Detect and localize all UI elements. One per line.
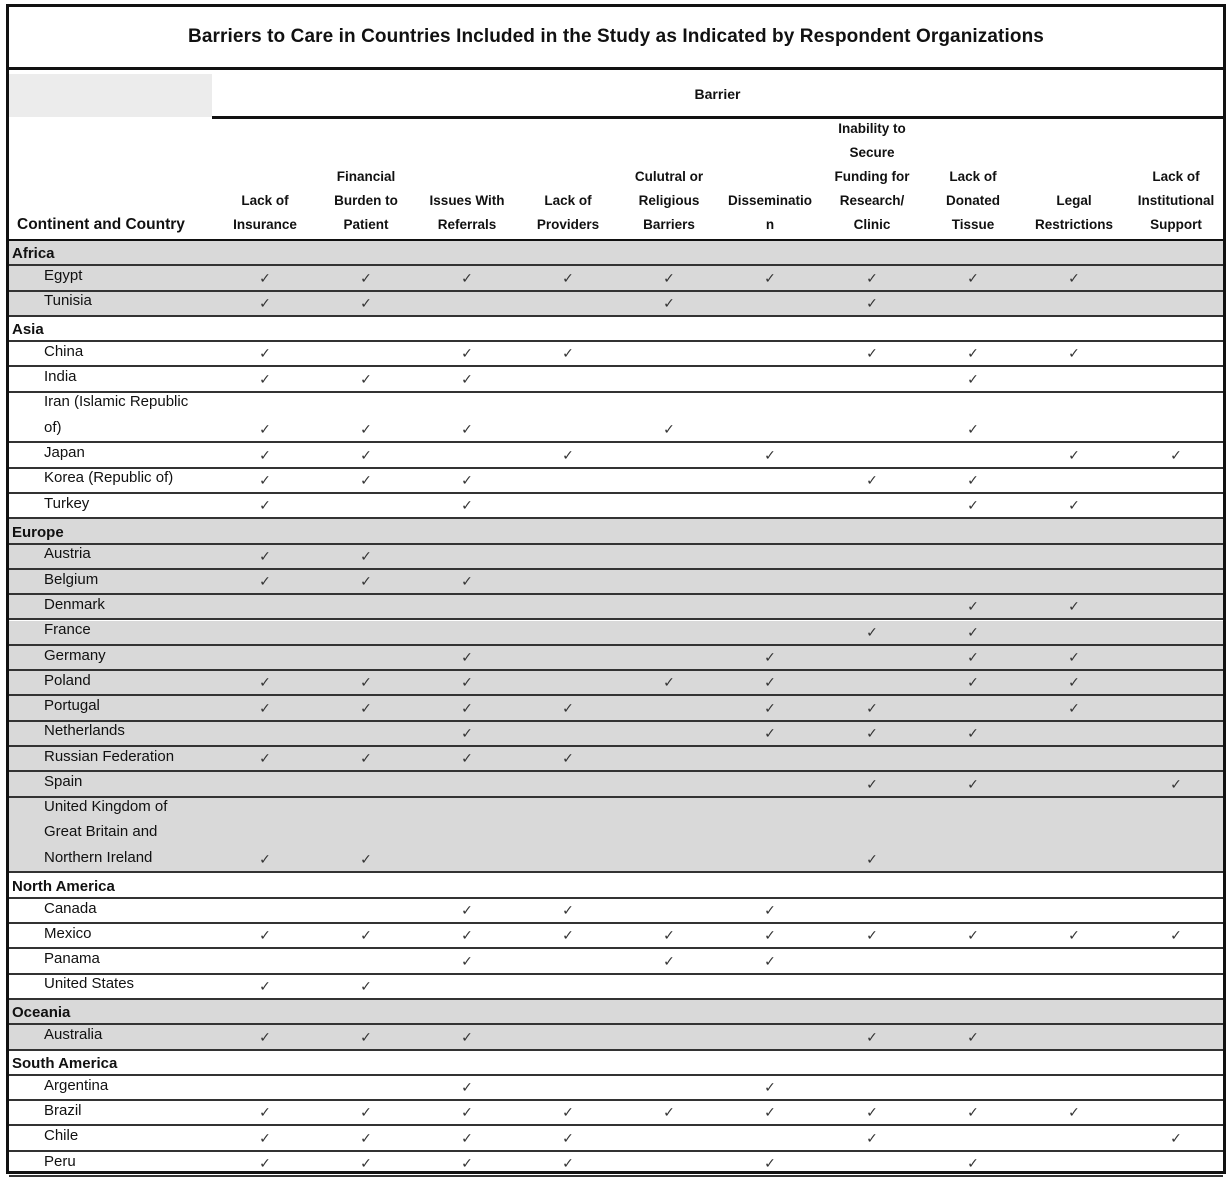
check-mark-icon: ✓: [967, 624, 979, 641]
check-mark-icon: ✓: [764, 903, 776, 920]
check-mark-icon: ✓: [562, 1130, 574, 1147]
check-mark-icon: ✓: [764, 1156, 776, 1173]
check-mark-icon: ✓: [259, 472, 271, 489]
check-mark-icon: ✓: [461, 498, 473, 515]
check-mark-icon: ✓: [1068, 700, 1080, 717]
continent-label: South America: [12, 1054, 118, 1072]
check-mark-icon: ✓: [259, 295, 271, 312]
column-header: Lack of Providers: [536, 193, 600, 232]
country-label: Panama: [44, 950, 100, 968]
check-mark-icon: ✓: [259, 270, 271, 287]
column-header: Financial Burden to Patient: [334, 169, 398, 232]
check-mark-icon: ✓: [967, 498, 979, 515]
country-label: Austria: [44, 545, 91, 563]
continent-label: Oceania: [12, 1004, 71, 1022]
barrier-header: Barrier: [694, 85, 741, 102]
check-mark-icon: ✓: [360, 1156, 372, 1173]
check-mark-icon: ✓: [461, 1105, 473, 1122]
continent-row: [9, 317, 1223, 342]
check-mark-icon: ✓: [663, 1105, 675, 1122]
country-label: United States: [44, 975, 135, 993]
check-mark-icon: ✓: [866, 725, 878, 742]
table-title: Barriers to Care in Countries Included in the Study as Indicated by Respondent Organizations: [9, 7, 1223, 70]
check-mark-icon: ✓: [562, 1105, 574, 1122]
continent-label: Asia: [12, 321, 44, 339]
country-label: Brazil: [44, 1101, 82, 1119]
check-mark-icon: ✓: [663, 270, 675, 287]
check-mark-icon: ✓: [360, 928, 372, 945]
country-row: [9, 722, 1223, 747]
check-mark-icon: ✓: [461, 751, 473, 768]
country-row: [9, 1025, 1223, 1050]
country-row: [9, 342, 1223, 367]
check-mark-icon: ✓: [663, 675, 675, 692]
country-label: Japan: [44, 444, 85, 462]
column-header: Legal Restrictions: [1034, 193, 1114, 232]
check-mark-icon: ✓: [360, 295, 372, 312]
check-mark-icon: ✓: [562, 447, 574, 464]
continent-label: Africa: [12, 245, 55, 263]
check-mark-icon: ✓: [562, 1156, 574, 1173]
column-header: Lack of Insurance: [233, 193, 297, 232]
check-mark-icon: ✓: [967, 1105, 979, 1122]
check-mark-icon: ✓: [259, 548, 271, 565]
check-mark-icon: ✓: [866, 700, 878, 717]
check-mark-icon: ✓: [663, 422, 675, 439]
check-mark-icon: ✓: [360, 700, 372, 717]
check-mark-icon: ✓: [461, 1080, 473, 1097]
continent-row: [9, 874, 1223, 899]
check-mark-icon: ✓: [1068, 270, 1080, 287]
check-mark-icon: ✓: [259, 422, 271, 439]
country-row: [9, 975, 1223, 1000]
country-row: [9, 1076, 1223, 1101]
check-mark-icon: ✓: [360, 574, 372, 591]
check-mark-icon: ✓: [1068, 346, 1080, 363]
column-header: Lack of Donated Tissue: [946, 169, 1000, 232]
check-mark-icon: ✓: [461, 675, 473, 692]
country-row: [9, 747, 1223, 772]
check-mark-icon: ✓: [259, 1130, 271, 1147]
country-row: [9, 266, 1223, 291]
check-mark-icon: ✓: [562, 700, 574, 717]
check-mark-icon: ✓: [764, 675, 776, 692]
check-mark-icon: ✓: [461, 270, 473, 287]
check-mark-icon: ✓: [461, 928, 473, 945]
country-row: [9, 696, 1223, 721]
check-mark-icon: ✓: [259, 751, 271, 768]
country-row: [9, 646, 1223, 671]
country-label: Mexico: [44, 924, 92, 942]
column-header: Lack of Institutional Support: [1137, 169, 1215, 232]
check-mark-icon: ✓: [1068, 675, 1080, 692]
column-header: Culutral or Religious Barriers: [634, 169, 704, 232]
check-mark-icon: ✓: [360, 1105, 372, 1122]
check-mark-icon: ✓: [967, 371, 979, 388]
check-mark-icon: ✓: [967, 776, 979, 793]
table-frame: [6, 4, 1226, 1174]
country-label: Chile: [44, 1127, 79, 1145]
continent-row: [9, 241, 1223, 266]
country-label: Portugal: [44, 697, 100, 715]
check-mark-icon: ✓: [461, 700, 473, 717]
check-mark-icon: ✓: [360, 1130, 372, 1147]
check-mark-icon: ✓: [1068, 599, 1080, 616]
check-mark-icon: ✓: [764, 725, 776, 742]
check-mark-icon: ✓: [562, 928, 574, 945]
check-mark-icon: ✓: [967, 346, 979, 363]
check-mark-icon: ✓: [259, 346, 271, 363]
check-mark-icon: ✓: [967, 599, 979, 616]
country-label: Peru: [44, 1152, 76, 1170]
check-mark-icon: ✓: [866, 346, 878, 363]
check-mark-icon: ✓: [360, 852, 372, 869]
continent-label: Europe: [12, 523, 64, 541]
country-label: China: [44, 342, 84, 360]
column-header: Issues With Referrals: [429, 193, 505, 232]
check-mark-icon: ✓: [259, 675, 271, 692]
check-mark-icon: ✓: [259, 498, 271, 515]
check-mark-icon: ✓: [1170, 776, 1182, 793]
check-mark-icon: ✓: [360, 978, 372, 995]
check-mark-icon: ✓: [967, 725, 979, 742]
country-label: Germany: [44, 646, 106, 664]
check-mark-icon: ✓: [764, 1105, 776, 1122]
country-label: Belgium: [44, 570, 99, 588]
check-mark-icon: ✓: [562, 346, 574, 363]
check-mark-icon: ✓: [866, 928, 878, 945]
check-mark-icon: ✓: [866, 1105, 878, 1122]
check-mark-icon: ✓: [967, 422, 979, 439]
check-mark-icon: ✓: [1068, 498, 1080, 515]
check-mark-icon: ✓: [866, 1130, 878, 1147]
check-mark-icon: ✓: [764, 270, 776, 287]
check-mark-icon: ✓: [461, 371, 473, 388]
check-mark-icon: ✓: [360, 371, 372, 388]
country-label: Turkey: [44, 494, 90, 512]
check-mark-icon: ✓: [461, 422, 473, 439]
check-mark-icon: ✓: [259, 574, 271, 591]
check-mark-icon: ✓: [1068, 447, 1080, 464]
check-mark-icon: ✓: [866, 1029, 878, 1046]
check-mark-icon: ✓: [259, 1105, 271, 1122]
check-mark-icon: ✓: [866, 852, 878, 869]
check-mark-icon: ✓: [967, 675, 979, 692]
check-mark-icon: ✓: [259, 700, 271, 717]
country-label: Iran (Islamic Republic of): [44, 393, 189, 436]
country-row: [9, 671, 1223, 696]
country-label: Netherlands: [44, 722, 125, 740]
check-mark-icon: ✓: [360, 472, 372, 489]
country-row: [9, 1101, 1223, 1126]
check-mark-icon: ✓: [259, 978, 271, 995]
country-row: [9, 368, 1223, 393]
check-mark-icon: ✓: [1170, 1130, 1182, 1147]
country-label: Tunisia: [44, 292, 92, 310]
check-mark-icon: ✓: [360, 422, 372, 439]
check-mark-icon: ✓: [866, 472, 878, 489]
check-mark-icon: ✓: [461, 574, 473, 591]
check-mark-icon: ✓: [461, 346, 473, 363]
check-mark-icon: ✓: [461, 472, 473, 489]
country-label: Russian Federation: [44, 747, 175, 765]
country-label: United Kingdom of Great Britain and Northern Ireland: [44, 797, 168, 866]
check-mark-icon: ✓: [259, 371, 271, 388]
check-mark-icon: ✓: [259, 447, 271, 464]
country-label: Korea (Republic of): [44, 469, 174, 487]
country-label: Denmark: [44, 595, 105, 613]
country-label: India: [44, 368, 77, 386]
country-row: [9, 469, 1223, 494]
column-header: Disseminatio n: [727, 193, 813, 232]
check-mark-icon: ✓: [461, 725, 473, 742]
country-row: [9, 1152, 1223, 1177]
check-mark-icon: ✓: [562, 903, 574, 920]
check-mark-icon: ✓: [1068, 1105, 1080, 1122]
check-mark-icon: ✓: [967, 472, 979, 489]
check-mark-icon: ✓: [360, 270, 372, 287]
check-mark-icon: ✓: [360, 675, 372, 692]
check-mark-icon: ✓: [259, 852, 271, 869]
barrier-header-row: [9, 70, 1223, 117]
country-row: [9, 443, 1223, 468]
check-mark-icon: ✓: [663, 953, 675, 970]
country-row: [9, 545, 1223, 570]
country-label: Poland: [44, 671, 91, 689]
check-mark-icon: ✓: [1068, 650, 1080, 667]
country-label: Canada: [44, 899, 97, 917]
check-mark-icon: ✓: [461, 953, 473, 970]
check-mark-icon: ✓: [764, 650, 776, 667]
check-mark-icon: ✓: [259, 1156, 271, 1173]
continent-label: North America: [12, 877, 115, 895]
continent-row: [9, 1051, 1223, 1076]
check-mark-icon: ✓: [360, 751, 372, 768]
check-mark-icon: ✓: [461, 1029, 473, 1046]
check-mark-icon: ✓: [764, 928, 776, 945]
check-mark-icon: ✓: [866, 270, 878, 287]
check-mark-icon: ✓: [259, 928, 271, 945]
country-row: [9, 292, 1223, 317]
check-mark-icon: ✓: [259, 1029, 271, 1046]
country-row: [9, 899, 1223, 924]
country-row: [9, 595, 1223, 620]
check-mark-icon: ✓: [764, 953, 776, 970]
country-row: [9, 1127, 1223, 1152]
country-row: [9, 570, 1223, 595]
check-mark-icon: ✓: [967, 270, 979, 287]
check-mark-icon: ✓: [360, 548, 372, 565]
check-mark-icon: ✓: [461, 903, 473, 920]
country-row: [9, 393, 1223, 444]
check-mark-icon: ✓: [1170, 447, 1182, 464]
column-header-country: Continent and Country: [17, 216, 185, 233]
country-label: Spain: [44, 773, 83, 791]
check-mark-icon: ✓: [967, 650, 979, 667]
check-mark-icon: ✓: [562, 270, 574, 287]
check-mark-icon: ✓: [764, 447, 776, 464]
check-mark-icon: ✓: [461, 1156, 473, 1173]
continent-row: [9, 519, 1223, 544]
check-mark-icon: ✓: [1068, 928, 1080, 945]
check-mark-icon: ✓: [967, 928, 979, 945]
country-label: France: [44, 621, 91, 639]
column-header: Inability to Secure Funding for Research/ Clinic: [834, 121, 910, 232]
country-row: [9, 494, 1223, 519]
country-row: [9, 798, 1223, 874]
continent-row: [9, 1000, 1223, 1025]
country-label: Argentina: [44, 1076, 109, 1094]
barrier-header-blank-cell: [9, 74, 212, 117]
check-mark-icon: ✓: [360, 1029, 372, 1046]
check-mark-icon: ✓: [663, 928, 675, 945]
check-mark-icon: ✓: [461, 1130, 473, 1147]
check-mark-icon: ✓: [866, 624, 878, 641]
check-mark-icon: ✓: [967, 1029, 979, 1046]
check-mark-icon: ✓: [461, 650, 473, 667]
check-mark-icon: ✓: [360, 447, 372, 464]
country-row: [9, 772, 1223, 797]
check-mark-icon: ✓: [967, 1156, 979, 1173]
country-row: [9, 621, 1223, 646]
column-header-row: [9, 117, 1223, 241]
country-label: Australia: [44, 1026, 103, 1044]
country-row: [9, 924, 1223, 949]
check-mark-icon: ✓: [663, 295, 675, 312]
check-mark-icon: ✓: [866, 295, 878, 312]
check-mark-icon: ✓: [1170, 928, 1182, 945]
check-mark-icon: ✓: [562, 751, 574, 768]
check-mark-icon: ✓: [764, 700, 776, 717]
check-mark-icon: ✓: [866, 776, 878, 793]
country-row: [9, 949, 1223, 974]
check-mark-icon: ✓: [764, 1080, 776, 1097]
country-label: Egypt: [44, 267, 83, 285]
